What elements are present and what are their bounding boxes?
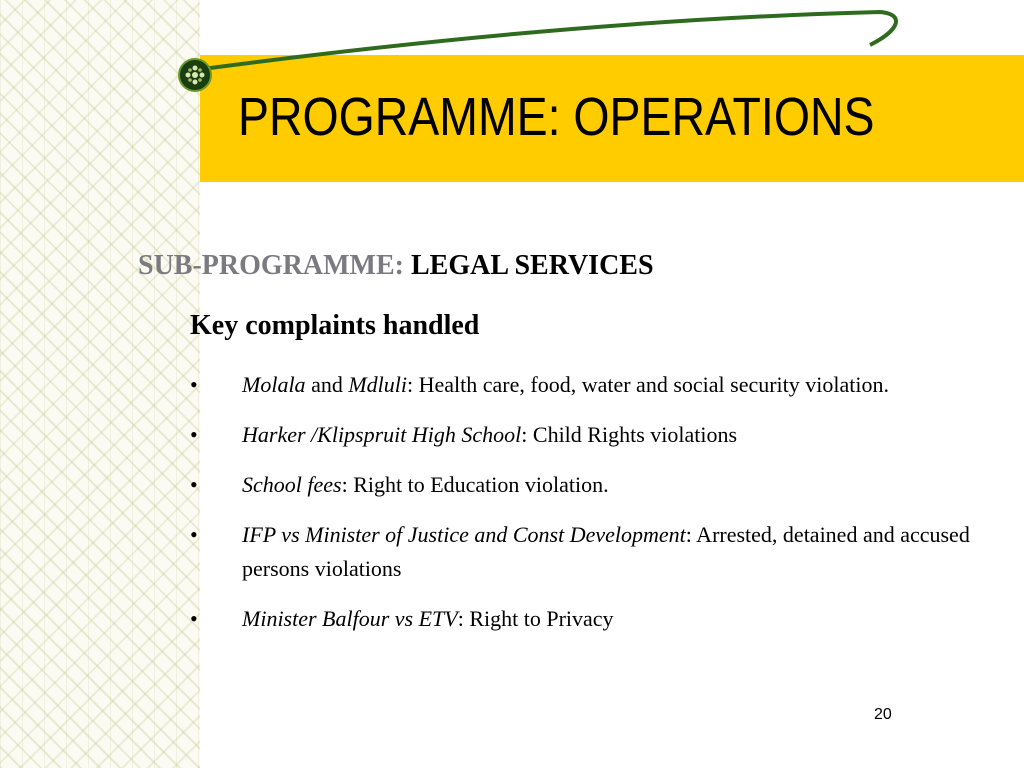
bullet-text: : Arrested, detained and accused persons violations [242,522,970,581]
subheading [138,250,654,282]
list-item [190,518,990,586]
bullet-marker: • [190,606,198,631]
bullet-text: : Child Rights violations [521,422,738,447]
globe-emblem-icon [178,58,212,92]
list-item [190,418,990,452]
bullet-text: : Right to Education violation. [341,472,609,497]
case-name: Mdluli [348,372,407,397]
subheading-main: LEGAL SERVICES [410,250,654,281]
subheading-prefix: SUB-PROGRAMME: [138,250,404,281]
case-name: Harker /Klipspruit High School [242,422,522,447]
case-name: Minister Balfour vs ETV [242,606,458,631]
key-heading: Key complaints handled [190,310,480,341]
connector-text: and [305,372,349,397]
case-name: Molala [242,372,306,397]
list-item [190,368,990,402]
case-name: School fees [242,472,342,497]
bullet-text: : Right to Privacy [457,606,614,631]
bullet-text: : Health care, food, water and social security violation. [407,372,889,397]
bullet-list [190,368,990,652]
slide-title: PROGRAMME: OPERATIONS [238,87,875,147]
list-item [190,468,990,502]
list-item [190,602,990,636]
bullet-marker: • [190,372,198,397]
bullet-marker: • [190,522,198,547]
bullet-marker: • [190,472,198,497]
bullet-marker: • [190,422,198,447]
case-name: IFP vs Minister of Justice and Const Development [242,522,686,547]
page-number: 20 [874,706,892,723]
